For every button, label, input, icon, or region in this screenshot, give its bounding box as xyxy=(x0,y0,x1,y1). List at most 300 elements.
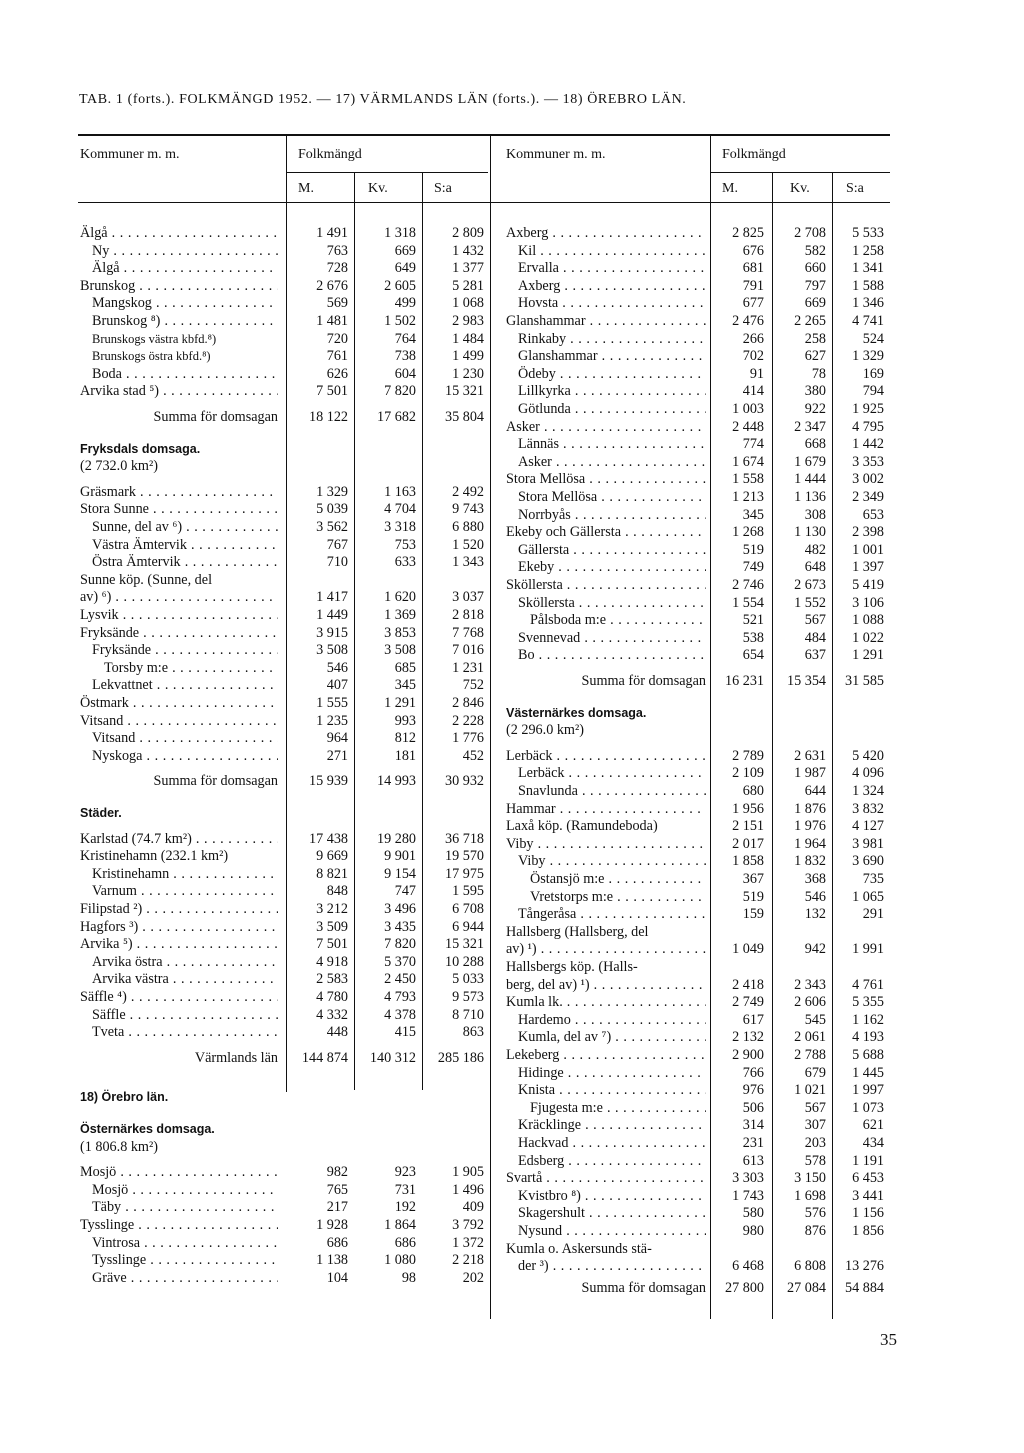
row-label: Summa för domsagan xyxy=(153,409,278,425)
row-label: Asker . . . xyxy=(518,454,706,471)
table-row xyxy=(80,1182,488,1199)
value-kv: 14 993 xyxy=(376,773,416,790)
value-kv: 203 xyxy=(804,1135,826,1151)
value-kv: 1 502 xyxy=(384,313,416,329)
table-row xyxy=(80,1089,488,1106)
table-row xyxy=(506,994,890,1011)
table-row xyxy=(80,1050,488,1067)
value-sa: 2 349 xyxy=(852,489,884,505)
value-kv: 368 xyxy=(804,871,826,887)
value-kv: 4 793 xyxy=(384,989,416,1005)
row-label: Svennevad . . . xyxy=(518,630,706,647)
value-kv: 685 xyxy=(394,659,416,676)
value-sa: 1 022 xyxy=(852,629,884,646)
value-m: 2 676 xyxy=(316,277,348,294)
row-label: Sunne köp. (Sunne, del xyxy=(80,571,213,588)
value-m: 980 xyxy=(742,1223,764,1239)
value-m: 3 508 xyxy=(316,642,348,659)
row-label: Kumla, del av ⁷) . . . xyxy=(518,1029,706,1046)
value-m: 519 xyxy=(742,888,764,905)
value-kv: 738 xyxy=(394,348,416,365)
value-m: 964 xyxy=(326,730,348,747)
value-sa: 3 690 xyxy=(852,853,884,870)
value-sa: 5 281 xyxy=(452,277,484,294)
value-m: 217 xyxy=(326,1199,348,1216)
value-kv: 1 987 xyxy=(794,765,826,782)
table-row xyxy=(506,331,890,348)
table-row xyxy=(80,901,488,918)
value-m: 2 476 xyxy=(732,313,764,329)
value-kv: 4 704 xyxy=(384,501,416,518)
row-label: 18) Örebro län. xyxy=(80,1090,169,1105)
table-row xyxy=(80,243,488,260)
value-sa: 1 230 xyxy=(452,365,484,382)
header-kv-left: Kv. xyxy=(368,181,388,196)
value-m: 2 109 xyxy=(732,765,764,782)
value-kv: 2 061 xyxy=(794,1029,826,1046)
row-label: Summa för domsagan xyxy=(153,773,278,790)
value-sa: 10 288 xyxy=(444,953,484,970)
row-label: Götlunda . . . xyxy=(518,401,706,418)
value-m: 1 235 xyxy=(316,712,348,729)
table-row xyxy=(80,989,488,1006)
value-kv: 3 318 xyxy=(384,519,416,535)
row-label: Rinkaby . . . xyxy=(518,331,706,348)
value-sa: 1 588 xyxy=(852,277,884,294)
table-row xyxy=(80,1199,488,1216)
value-kv: 644 xyxy=(804,783,826,799)
value-kv: 9 901 xyxy=(384,848,416,865)
row-label: Gräve . . . xyxy=(92,1270,278,1287)
table-row xyxy=(80,642,488,659)
value-sa: 5 355 xyxy=(852,994,884,1011)
value-kv: 9 154 xyxy=(384,865,416,882)
value-kv: 307 xyxy=(804,1117,826,1134)
value-m: 521 xyxy=(742,612,764,629)
row-label: Kumla o. Askersunds stä- xyxy=(506,1240,652,1257)
value-sa: 4 795 xyxy=(852,418,884,435)
value-m: 448 xyxy=(326,1024,348,1041)
value-m: 2 448 xyxy=(732,418,764,435)
row-label: Hovsta . . . xyxy=(518,295,706,312)
row-label: Östernärkes domsaga. xyxy=(80,1122,215,1136)
table-row xyxy=(80,1252,488,1269)
table-row xyxy=(506,313,890,330)
value-m: 680 xyxy=(742,783,764,799)
page-title: TAB. 1 (forts.). FOLKMÄNGD 1952. — 17) VÄRMLANDS LÄN (forts.). — 18) ÖREBRO LÄN. xyxy=(79,92,687,107)
value-sa: 3 002 xyxy=(852,471,884,488)
value-kv: 1 679 xyxy=(794,453,826,470)
table-row xyxy=(80,383,488,400)
row-label: Bo . . . xyxy=(518,647,706,664)
table-row xyxy=(506,577,890,594)
row-label: Västra Ämtervik . . . xyxy=(92,537,278,554)
table-row xyxy=(506,595,890,612)
table-row xyxy=(80,748,488,765)
value-m: 231 xyxy=(742,1135,764,1151)
row-label: Axberg . . . xyxy=(506,225,706,242)
row-label: av) ⁶) . . . xyxy=(80,589,278,606)
row-label: Fryksdals domsaga. xyxy=(80,441,201,456)
value-sa: 1 905 xyxy=(452,1164,484,1181)
value-sa: 2 398 xyxy=(852,524,884,541)
value-m: 16 231 xyxy=(724,673,764,689)
value-sa: 1 484 xyxy=(452,330,484,347)
value-m: 546 xyxy=(326,659,348,676)
value-sa: 5 419 xyxy=(852,577,884,593)
value-m: 3 303 xyxy=(732,1170,764,1187)
value-m: 774 xyxy=(742,436,764,453)
value-m: 345 xyxy=(742,506,764,523)
header-sa-left: S:a xyxy=(434,181,452,196)
table-row xyxy=(506,401,890,418)
table-row xyxy=(506,1170,890,1187)
table-row xyxy=(506,1188,890,1205)
row-label: Östra Ämtervik . . . xyxy=(92,554,278,571)
value-kv: 637 xyxy=(804,647,826,664)
value-sa: 1 341 xyxy=(852,260,884,277)
value-m: 677 xyxy=(742,295,764,312)
value-m: 144 874 xyxy=(301,1049,348,1066)
table-row xyxy=(506,1135,890,1152)
row-label: Tångeråsa . . . xyxy=(518,906,706,923)
table-row xyxy=(506,765,890,782)
value-sa: 1 191 xyxy=(852,1152,884,1169)
row-label: Gräsmark . . . xyxy=(80,484,278,501)
row-label: Lillkyrka . . . xyxy=(518,383,706,400)
row-label: Östmark . . . xyxy=(80,695,278,712)
table-row xyxy=(80,1007,488,1024)
value-sa: 9 743 xyxy=(452,501,484,518)
table-row xyxy=(506,1065,890,1082)
row-label: Svartå . . . xyxy=(506,1170,706,1187)
table-row xyxy=(80,589,488,606)
value-sa: 5 420 xyxy=(852,747,884,764)
row-label: Glanshammar . . . xyxy=(506,313,706,330)
value-sa: 1 346 xyxy=(852,295,884,312)
row-label: Värmlands län xyxy=(194,1049,278,1066)
row-label: Axberg . . . xyxy=(518,278,706,295)
table-row xyxy=(506,260,890,277)
table-row xyxy=(506,630,890,647)
header-sa-right: S:a xyxy=(846,181,864,196)
value-m: 1 003 xyxy=(732,401,764,417)
value-kv: 7 820 xyxy=(384,936,416,953)
table-row xyxy=(80,1121,488,1138)
row-label: Älgå . . . xyxy=(80,225,278,242)
table-row xyxy=(506,871,890,888)
value-sa: 1 377 xyxy=(452,260,484,277)
value-sa: 15 321 xyxy=(444,383,484,400)
table-row xyxy=(506,1241,890,1258)
table-row xyxy=(506,1117,890,1134)
value-sa: 6 944 xyxy=(452,918,484,935)
table-row xyxy=(80,954,488,971)
row-label: Stora Sunne . . . xyxy=(80,501,278,518)
value-sa: 653 xyxy=(862,506,884,523)
value-m: 2 151 xyxy=(732,818,764,835)
value-kv: 669 xyxy=(804,295,826,312)
value-sa: 3 353 xyxy=(852,453,884,470)
value-m: 3 212 xyxy=(316,901,348,917)
row-label: Summa för domsagan xyxy=(581,673,706,689)
table-row xyxy=(506,977,890,994)
value-sa: 1 073 xyxy=(852,1099,884,1116)
value-m: 702 xyxy=(742,348,764,365)
value-sa: 1 088 xyxy=(852,612,884,629)
value-m: 848 xyxy=(326,883,348,900)
row-label: Lekvattnet . . . xyxy=(92,677,278,694)
value-sa: 3 981 xyxy=(852,835,884,852)
row-label: Sköllersta . . . xyxy=(518,595,706,612)
table-row xyxy=(80,919,488,936)
value-sa: 1 856 xyxy=(852,1223,884,1239)
value-m: 7 501 xyxy=(316,383,348,400)
row-label: Brunskog ⁸) . . . xyxy=(92,313,278,330)
value-kv: 1 080 xyxy=(384,1252,416,1269)
row-label: Varnum . . . xyxy=(92,883,278,900)
value-sa: 2 228 xyxy=(452,712,484,729)
table-row xyxy=(506,243,890,260)
value-m: 314 xyxy=(742,1117,764,1134)
row-label: Vintrosa . . . xyxy=(92,1235,278,1252)
row-label: Mangskog . . . xyxy=(92,295,278,312)
row-label: Västernärkes domsaga. xyxy=(506,705,647,720)
value-m: 2 749 xyxy=(732,994,764,1011)
value-sa: 1 432 xyxy=(452,242,484,259)
value-sa: 434 xyxy=(862,1135,884,1151)
value-sa: 524 xyxy=(862,330,884,347)
value-m: 2 746 xyxy=(732,577,764,593)
value-sa: 19 570 xyxy=(444,848,484,865)
table-row xyxy=(506,722,890,739)
value-sa: 4 127 xyxy=(852,818,884,835)
table-row xyxy=(80,713,488,730)
table-row xyxy=(506,278,890,295)
table-row xyxy=(506,1280,890,1297)
value-m: 791 xyxy=(742,277,764,294)
row-label: Norrbyås . . . xyxy=(518,507,706,524)
value-kv: 2 450 xyxy=(384,971,416,988)
header-m-left: M. xyxy=(298,181,314,196)
table-row xyxy=(506,295,890,312)
row-label: Glanshammar . . . xyxy=(518,348,706,365)
value-m: 654 xyxy=(742,647,764,664)
value-m: 3 562 xyxy=(316,519,348,535)
value-m: 580 xyxy=(742,1205,764,1222)
table-row xyxy=(506,454,890,471)
table-row xyxy=(80,677,488,694)
table-row xyxy=(80,883,488,900)
table-row xyxy=(80,971,488,988)
value-kv: 679 xyxy=(804,1064,826,1081)
table-row xyxy=(506,1100,890,1117)
table-row xyxy=(80,848,488,865)
table-row xyxy=(80,866,488,883)
row-label: Säffle ⁴) . . . xyxy=(80,989,278,1006)
value-kv: 2 347 xyxy=(794,418,826,435)
value-sa: 31 585 xyxy=(844,673,884,689)
row-label: Kil . . . xyxy=(518,243,706,260)
row-label: Knista . . . xyxy=(518,1082,706,1099)
value-kv: 567 xyxy=(804,1099,826,1116)
table-row xyxy=(506,524,890,541)
value-kv: 345 xyxy=(394,677,416,694)
value-m: 1 928 xyxy=(316,1217,348,1233)
value-kv: 3 150 xyxy=(794,1170,826,1187)
value-kv: 660 xyxy=(804,260,826,277)
value-kv: 922 xyxy=(804,401,826,417)
row-label: Viby . . . xyxy=(506,836,706,853)
value-m: 6 468 xyxy=(732,1258,764,1275)
table-row xyxy=(80,1217,488,1234)
value-sa: 621 xyxy=(862,1117,884,1134)
value-kv: 499 xyxy=(394,295,416,312)
table-row xyxy=(506,1082,890,1099)
table-row xyxy=(506,1258,890,1275)
table-row xyxy=(506,612,890,629)
value-m: 681 xyxy=(742,260,764,277)
table-row xyxy=(80,695,488,712)
table-row xyxy=(80,409,488,426)
row-label: (2 732.0 km²) xyxy=(80,458,158,475)
row-label: Summa för domsagan xyxy=(581,1279,706,1296)
value-m: 7 501 xyxy=(316,936,348,953)
value-kv: 1 976 xyxy=(794,818,826,835)
row-label: berg, del av) ¹) . . . xyxy=(506,977,706,994)
value-kv: 3 435 xyxy=(384,918,416,935)
value-sa: 5 688 xyxy=(852,1047,884,1063)
value-kv: 649 xyxy=(394,260,416,277)
value-sa: 5 533 xyxy=(852,225,884,241)
row-label: Laxå köp. (Ramundeboda) xyxy=(506,818,658,835)
value-m: 749 xyxy=(742,559,764,576)
header-top-rule xyxy=(78,134,890,136)
value-sa: 4 741 xyxy=(852,313,884,329)
row-label: Vitsand . . . xyxy=(80,713,278,730)
value-kv: 2 631 xyxy=(794,747,826,764)
value-sa: 2 809 xyxy=(452,225,484,241)
value-kv: 1 021 xyxy=(794,1082,826,1099)
table-row xyxy=(80,1024,488,1041)
value-m: 506 xyxy=(742,1099,764,1116)
value-kv: 380 xyxy=(804,383,826,400)
row-label: Snavlunda . . . xyxy=(518,783,706,800)
value-kv: 1 620 xyxy=(384,589,416,606)
row-label: Vitsand . . . xyxy=(92,730,278,747)
table-row xyxy=(80,458,488,475)
row-label: Stora Mellösa . . . xyxy=(518,489,706,506)
row-label: Östansjö m:e . . . xyxy=(530,871,706,888)
value-kv: 1 136 xyxy=(794,489,826,505)
value-m: 1 329 xyxy=(316,483,348,500)
row-label: Ekeby . . . xyxy=(518,559,706,576)
table-row xyxy=(506,1047,890,1064)
value-sa: 291 xyxy=(862,906,884,923)
value-kv: 812 xyxy=(394,730,416,747)
value-sa: 8 710 xyxy=(452,1006,484,1023)
row-label: Ekeby och Gällersta . . . xyxy=(506,524,706,541)
table-row xyxy=(80,501,488,518)
value-sa: 13 276 xyxy=(844,1258,884,1275)
value-m: 1 049 xyxy=(732,941,764,958)
value-kv: 482 xyxy=(804,541,826,558)
table-row xyxy=(80,936,488,953)
row-label: Sköllersta . . . xyxy=(506,577,706,594)
value-sa: 2 492 xyxy=(452,483,484,500)
value-kv: 140 312 xyxy=(369,1049,416,1066)
row-label: Kristinehamn . . . xyxy=(92,866,278,883)
row-label: der ³) . . . xyxy=(518,1258,706,1275)
table-row xyxy=(506,1012,890,1029)
row-label: Hallsberg (Hallsberg, del xyxy=(506,923,649,940)
row-label: Hammar . . . xyxy=(506,801,706,818)
value-m: 617 xyxy=(742,1011,764,1028)
value-m: 3 509 xyxy=(316,918,348,935)
value-m: 1 555 xyxy=(316,695,348,711)
value-m: 4 780 xyxy=(316,989,348,1005)
table-row xyxy=(80,519,488,536)
value-m: 519 xyxy=(742,541,764,558)
value-m: 104 xyxy=(326,1269,348,1286)
header-kommuner-right: Kommuner m. m. xyxy=(506,147,606,162)
value-m: 1 449 xyxy=(316,607,348,623)
row-label: Älgå . . . xyxy=(92,260,278,277)
value-sa: 3 441 xyxy=(852,1187,884,1204)
value-m: 2 825 xyxy=(732,225,764,241)
row-label: Hackvad . . . xyxy=(518,1135,706,1152)
value-kv: 764 xyxy=(394,330,416,347)
value-sa: 2 818 xyxy=(452,607,484,623)
row-label: Täby . . . xyxy=(92,1199,278,1216)
value-kv: 1 291 xyxy=(384,695,416,711)
value-kv: 484 xyxy=(804,629,826,646)
value-kv: 27 084 xyxy=(786,1279,826,1296)
table-row xyxy=(506,705,890,722)
value-kv: 1 130 xyxy=(794,524,826,541)
row-label: Arvika östra . . . xyxy=(92,954,278,971)
value-kv: 1 832 xyxy=(794,853,826,870)
value-kv: 2 265 xyxy=(794,313,826,329)
value-kv: 627 xyxy=(804,348,826,365)
value-sa: 1 156 xyxy=(852,1205,884,1222)
value-m: 1 268 xyxy=(732,524,764,541)
table-row xyxy=(80,260,488,277)
value-m: 4 918 xyxy=(316,953,348,970)
row-label: Brunskogs västra kbfd.⁸) xyxy=(92,331,217,346)
value-kv: 576 xyxy=(804,1205,826,1222)
row-label: Arvika västra . . . xyxy=(92,971,278,988)
value-m: 27 800 xyxy=(724,1279,764,1296)
table-row xyxy=(506,941,890,958)
value-sa: 2 846 xyxy=(452,695,484,711)
table-row xyxy=(506,559,890,576)
row-label: Nysund . . . xyxy=(518,1223,706,1240)
value-kv: 1 876 xyxy=(794,800,826,817)
row-label: Lerbäck . . . xyxy=(518,765,706,782)
value-kv: 747 xyxy=(394,883,416,900)
value-m: 2 017 xyxy=(732,835,764,852)
row-label: Lekeberg . . . xyxy=(506,1047,706,1064)
value-sa: 452 xyxy=(462,747,484,764)
value-m: 15 939 xyxy=(308,773,348,790)
value-m: 1 956 xyxy=(732,800,764,817)
header-kommuner-left: Kommuner m. m. xyxy=(80,147,180,162)
table-row xyxy=(80,537,488,554)
row-label: Kvistbro ⁸) . . . xyxy=(518,1188,706,1205)
value-kv: 192 xyxy=(394,1199,416,1216)
table-row xyxy=(506,489,890,506)
